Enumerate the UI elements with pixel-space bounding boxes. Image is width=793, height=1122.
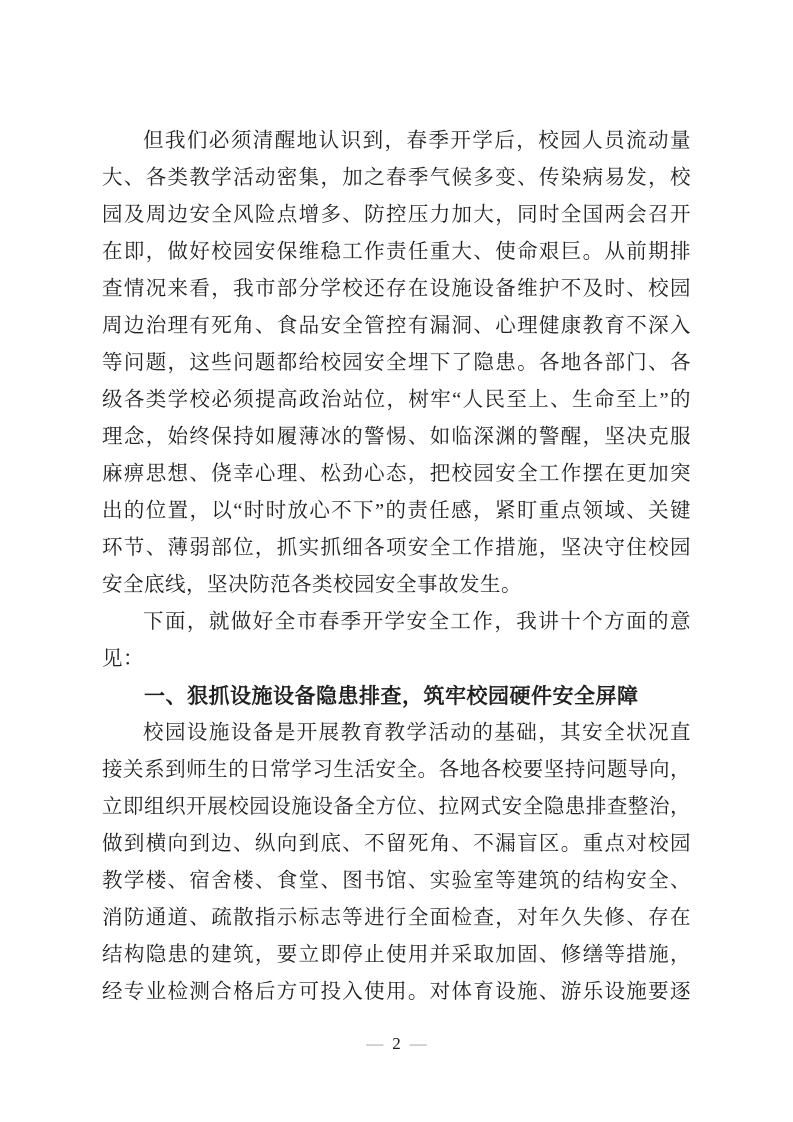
text-line: 经专业检测合格后方可投入使用。对体育设施、游乐设施要逐 (102, 981, 691, 1003)
text-line: 等问题，这些问题都给校园安全埋下了隐患。各地各部门、各 (102, 352, 691, 374)
text-line: 下面，就做好全市春季开学安全工作，我讲十个方面的意 (143, 611, 691, 633)
footer-dash-left: — (366, 1034, 384, 1053)
text-line: 园及周边安全风险点增多、防控压力加大，同时全国两会召开 (102, 204, 691, 226)
text-line: 安全底线，坚决防范各类校园安全事故发生。 (102, 574, 522, 596)
text-line: 级各类学校必须提高政治站位，树牢“人民至上、生命至上”的 (102, 389, 691, 411)
text-line: 教学楼、宿舍楼、食堂、图书馆、实验室等建筑的结构安全、 (102, 870, 691, 892)
page-number: 2 (392, 1034, 401, 1053)
text-line: 出的位置，以“时时放心不下”的责任感，紧盯重点领域、关键 (102, 500, 691, 522)
paragraph (102, 123, 691, 604)
text-line: 查情况来看，我市部分学校还存在设施设备维护不及时、校园 (102, 278, 691, 300)
section-heading (102, 678, 691, 715)
page-footer (0, 1032, 793, 1056)
text-line: 环节、薄弱部位，抓实抓细各项安全工作措施，坚决守住校园 (102, 537, 691, 559)
text-line: 理念，始终保持如履薄冰的警惕、如临深渊的警醒，坚决克服 (102, 426, 691, 448)
text-line: 大、各类教学活动密集，加之春季气候多变、传染病易发，校 (102, 167, 691, 189)
heading-line: 一、狠抓设施设备隐患排查，筑牢校园硬件安全屏障 (144, 685, 639, 708)
text-line: 在即，做好校园安保维稳工作责任重大、使命艰巨。从前期排 (102, 241, 691, 263)
paragraph (102, 715, 691, 1011)
text-line: 校园设施设备是开展教育教学活动的基础，其安全状况直 (143, 722, 691, 744)
paragraph (102, 604, 691, 678)
text-line: 做到横向到边、纵向到底、不留死角、不漏盲区。重点对校园 (102, 833, 691, 855)
text-line: 麻痹思想、侥幸心理、松劲心态，把校园安全工作摆在更加突 (102, 463, 691, 485)
text-line: 见： (102, 648, 144, 670)
text-line: 立即组织开展校园设施设备全方位、拉网式安全隐患排查整治， (102, 796, 691, 818)
text-line: 结构隐患的建筑，要立即停止使用并采取加固、修缮等措施， (102, 944, 691, 966)
text-line: 但我们必须清醒地认识到，春季开学后，校园人员流动量 (143, 130, 691, 152)
document-body (102, 123, 691, 1011)
text-line: 周边治理有死角、食品安全管控有漏洞、心理健康教育不深入 (102, 315, 691, 337)
text-line: 消防通道、疏散指示标志等进行全面检查，对年久失修、存在 (102, 907, 691, 929)
text-line: 接关系到师生的日常学习生活安全。各地各校要坚持问题导向， (102, 759, 691, 781)
footer-dash-right: — (409, 1034, 427, 1053)
